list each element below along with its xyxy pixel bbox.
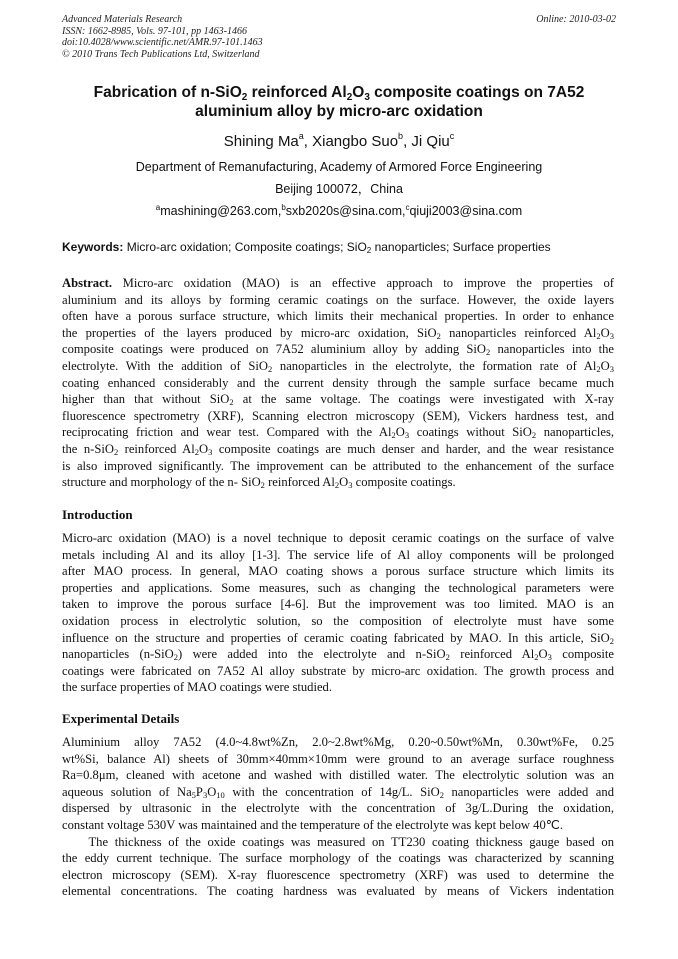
keywords-label: Keywords: [62,240,124,254]
author-name: Shining Ma [223,133,299,150]
author-name: , Xiangbo Suo [303,133,399,150]
author-emails: $^a$mashining@263.com,$^b$sxb2020s@sina.com,$^c$qiuji2003@sina.com [155,203,523,218]
paper-title [62,83,616,121]
journal-copyright: © 2010 Trans Tech Publications Ltd, Switzerland [62,48,260,60]
introduction-text: Micro-arc oxidation (MAO) is a novel technique to deposit ceramic coatings on the surface of valve metals including Al and its alloy [1-3]. The service life of Al alloy components will be prolonged after MAO process. In general, MAO coating shows a porous surface structure which limits its properties and applications. Some measures, such as changing the technological parameters were taken to improve the porous surface [4-6]. But the improvement was too limited. MAO is an oxidation process in electrolytic solution, so the composition of electrolyte must have some influence on the structure and properties of ceramic coating fabricated by MAO. In this article, SiO$_2$ nanoparticles (n-SiO$_2$) were added into the electrolyte and n-SiO$_2$ reinforced $Al_2O_3$ composite coatings were fabricated on 7A52 Al alloy substrate by micro-arc oxidation. The growth process and the surface properties of MAO coatings were studied. [62,531,614,695]
journal-name: Advanced Materials Research [62,14,183,25]
title-line-2: aluminium alloy by micro-arc oxidation [195,103,483,120]
journal-doi: doi:10.4028/www.scientific.net/AMR.97-101.1463 [62,37,263,48]
experimental-text: Aluminium alloy 7A52 (4.0~4.8wt%Zn, 2.0~2.8wt%Mg, 0.20~0.50wt%Mn, 0.30wt%Fe, 0.25 wt%Si, balance Al) sheets of 30mm×40mm×10mm were ground to an average surface roughness Ra=0.8μm, cleaned with acetone and washed with distilled water. The electrolytic solution was an aqueous solution of $Na_5P_3O_{10}$ with the concentration of 14g/L. SiO$_2$ nanoparticles were added and dispersed by ultrasonic in the electrolyte with the concentration of 3g/L.During the oxidation, constant voltage 530V was maintained and the temperature of the electrolyte was kept below 40℃. The thickness of the oxide coatings was measured on TT230 coating thickness gauge based on the eddy current technique. The surface morphology of the coatings was characterized by scanning electron microscopy (SEM). X-ray fluorescence spectrometry (XRF) was used to determine the elemental concentrations. The coating hardness was evaluated by means of Vickers indentation [62,735,614,899]
journal-header [62,14,616,60]
title-line-1: Fabrication of n-SiO$_2$ reinforced $Al_2O_3$ composite coatings on 7A52 [93,84,585,103]
author-list: Shining Ma$^a$, Xiangbo Suo$^b$, Ji Qiu$^c$ [223,131,455,150]
online-date: Online: 2010-03-02 [536,14,616,25]
abstract-label: Abstract. [62,276,113,290]
abstract: Abstract. Micro-arc oxidation (MAO) is an effective approach to improve the properties of aluminium and its alloys by forming ceramic coatings on the surface. However, the oxide layers often have a porous surface structure, which limits their mechanical properties. In order to enhance the properties of the layers produced by micro-arc oxidation, SiO$_2$ nanoparticles reinforced $Al_2O_3$ composite coatings were produced on 7A52 aluminium alloy by adding SiO$_2$ nanoparticles into the electrolyte. With the addition of SiO$_2$ nanoparticles in the electrolyte, the formation rate of $Al_2O_3$ coating enhanced considerably and the current density through the sample surface became much higher than that without SiO$_2$ at the same voltage. The coatings were investigated with X-ray fluorescence spectrometry (XRF), Scanning electron microscopy (SEM), Vickers hardness test, and reciprocating friction and wear test. Compared with the $Al_2O_3$ coatings without SiO$_2$ nanoparticles, the n-SiO$_2$ reinforced $Al_2O_3$ composite coatings are much denser and harder, and the wear resistance is also improved significantly. The improvement can be attributed to the enhancement of the surface structure and morphology of the n- SiO$_2$ reinforced $Al_2O_3$ composite coatings. [62,276,615,491]
affiliation-city: Beijing 100072，China [275,182,403,196]
affiliation-department: Department of Remanufacturing, Academy of Armored Force Engineering [135,160,543,174]
introduction-heading: Introduction [62,507,133,522]
author-name: , Ji Qiu [403,133,450,150]
journal-issn: ISSN: 1662-8985, Vols. 97-101, pp 1463-1466 [62,25,247,37]
experimental-heading: Experimental Details [62,711,180,726]
keywords: Keywords: Micro-arc oxidation; Composite coatings; SiO$_2$ nanoparticles; Surface properties [62,240,551,255]
